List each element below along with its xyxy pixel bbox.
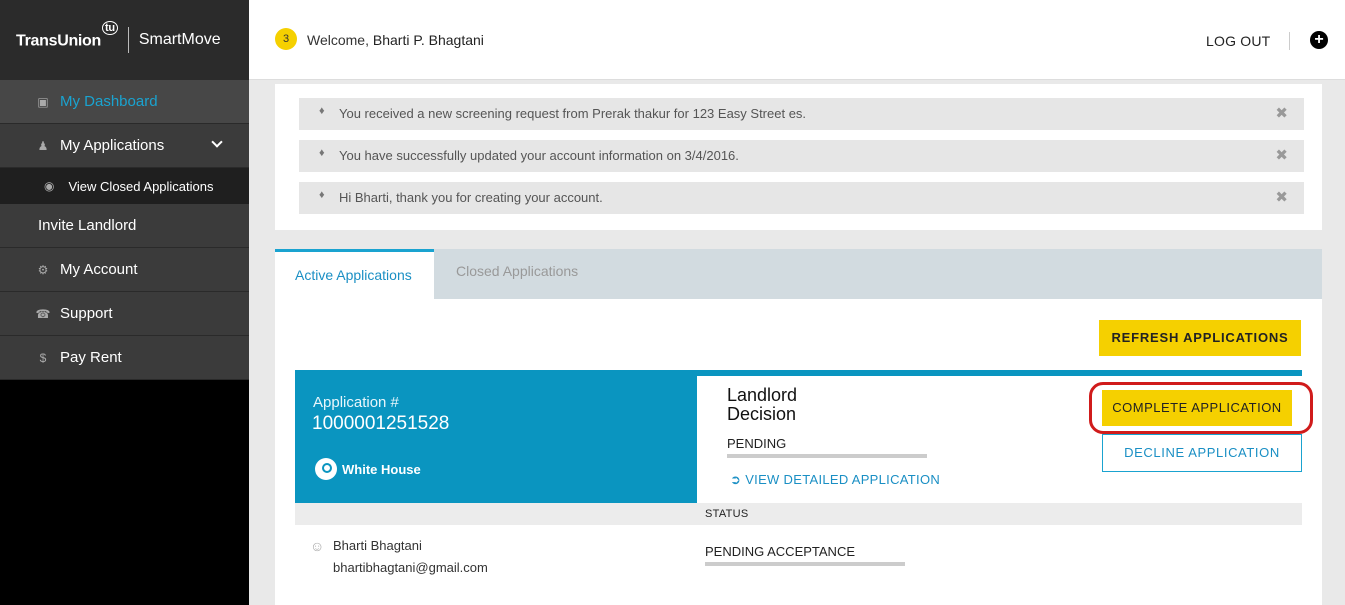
decision-status-bar bbox=[727, 454, 927, 458]
sidebar bbox=[0, 0, 249, 605]
sidebar-item-pay-rent[interactable] bbox=[0, 336, 249, 380]
property-name: White House bbox=[342, 462, 421, 477]
applications-panel bbox=[275, 249, 1322, 605]
applicant-status-bar bbox=[705, 562, 905, 566]
applicant-email: bhartibhagtani@gmail.com bbox=[333, 560, 488, 575]
header-divider bbox=[1289, 32, 1290, 50]
notification-item bbox=[299, 98, 1304, 130]
application-label: Application # bbox=[313, 394, 399, 411]
sidebar-item-label: My Dashboard bbox=[60, 93, 158, 110]
monitor-icon: ▣ bbox=[37, 94, 49, 109]
notification-text: You received a new screening request from Prerak thakur for 123 Easy Street es. bbox=[339, 106, 807, 121]
sidebar-item-view-closed-applications[interactable] bbox=[0, 168, 249, 204]
sidebar-item-invite-landlord[interactable] bbox=[0, 204, 249, 248]
location-pin-icon bbox=[315, 458, 337, 480]
top-header bbox=[249, 0, 1345, 80]
tab-active-applications[interactable]: Active Applications bbox=[275, 249, 434, 300]
welcome-prefix: Welcome, bbox=[307, 32, 369, 48]
brand-divider bbox=[128, 27, 129, 53]
sidebar-item-label: View Closed Applications bbox=[68, 178, 214, 194]
welcome-text bbox=[307, 32, 484, 48]
view-link-label: VIEW DETAILED APPLICATION bbox=[745, 472, 941, 487]
sidebar-item-my-account[interactable] bbox=[0, 248, 249, 292]
notification-count-badge[interactable]: 3 bbox=[275, 28, 297, 50]
bell-icon: ♦ bbox=[319, 189, 325, 201]
sidebar-item-label: My Account bbox=[60, 261, 138, 278]
sidebar-item-label: My Applications bbox=[60, 137, 165, 154]
user-icon: ☺ bbox=[310, 538, 325, 554]
logout-button[interactable]: LOG OUT bbox=[1206, 33, 1271, 49]
applicant-name: Bharti Bhagtani bbox=[333, 538, 422, 553]
chevron-down-icon bbox=[211, 136, 222, 147]
notification-item bbox=[299, 182, 1304, 214]
status-header-row bbox=[295, 503, 1302, 525]
close-icon[interactable]: ✖ bbox=[1275, 147, 1288, 164]
sidebar-nav bbox=[0, 80, 249, 380]
application-summary-card bbox=[295, 370, 697, 503]
tab-closed-applications[interactable]: Closed Applications bbox=[456, 263, 579, 279]
status-header: STATUS bbox=[705, 508, 749, 520]
sidebar-item-my-dashboard[interactable] bbox=[0, 80, 249, 124]
brand-logo[interactable] bbox=[0, 0, 249, 80]
notification-item bbox=[299, 140, 1304, 172]
notification-text: Hi Bharti, thank you for creating your account. bbox=[339, 190, 603, 205]
refresh-applications-button[interactable]: REFRESH APPLICATIONS bbox=[1099, 320, 1301, 356]
close-icon[interactable]: ✖ bbox=[1275, 189, 1288, 206]
arrow-right-icon: ➲ bbox=[730, 472, 742, 487]
brand-product: SmartMove bbox=[138, 31, 221, 48]
sidebar-item-my-applications[interactable] bbox=[0, 124, 249, 168]
brand-mark: tu bbox=[102, 21, 118, 35]
bell-icon: ♦ bbox=[319, 147, 325, 159]
sidebar-item-support[interactable] bbox=[0, 292, 249, 336]
notifications-panel bbox=[275, 84, 1322, 230]
view-detailed-application-link[interactable] bbox=[730, 472, 940, 488]
user-name: Bharti P. Bhagtani bbox=[372, 32, 484, 48]
headset-icon: ☎ bbox=[35, 306, 51, 321]
gear-icon: ⚙ bbox=[37, 262, 49, 277]
landlord-decision-title: Landlord Decision bbox=[727, 385, 798, 424]
brand-name: TransUnion$^{tu}$ bbox=[16, 30, 118, 50]
close-icon[interactable]: ✖ bbox=[1275, 105, 1288, 122]
bell-icon: ♦ bbox=[319, 105, 325, 117]
dollar-icon: $ bbox=[39, 350, 47, 365]
decision-status: PENDING bbox=[727, 436, 787, 451]
plus-circle-icon[interactable]: + bbox=[1310, 31, 1328, 49]
highlight-annotation-ring bbox=[1089, 382, 1313, 434]
sidebar-item-label: Support bbox=[60, 305, 113, 322]
application-number: 1000001251528 bbox=[312, 413, 450, 434]
applications-tabs bbox=[275, 249, 1322, 299]
complete-application-button[interactable]: COMPLETE APPLICATION bbox=[1102, 390, 1292, 426]
sidebar-item-label: Pay Rent bbox=[60, 349, 122, 366]
applicant-status: PENDING ACCEPTANCE bbox=[705, 544, 856, 559]
sidebar-item-label: Invite Landlord bbox=[38, 217, 137, 234]
decline-application-button[interactable]: DECLINE APPLICATION bbox=[1102, 434, 1302, 472]
eye-icon: ◉ bbox=[44, 179, 55, 193]
notification-text: You have successfully updated your account information on 3/4/2016. bbox=[339, 148, 739, 163]
applications-icon: ♟ bbox=[37, 138, 49, 153]
